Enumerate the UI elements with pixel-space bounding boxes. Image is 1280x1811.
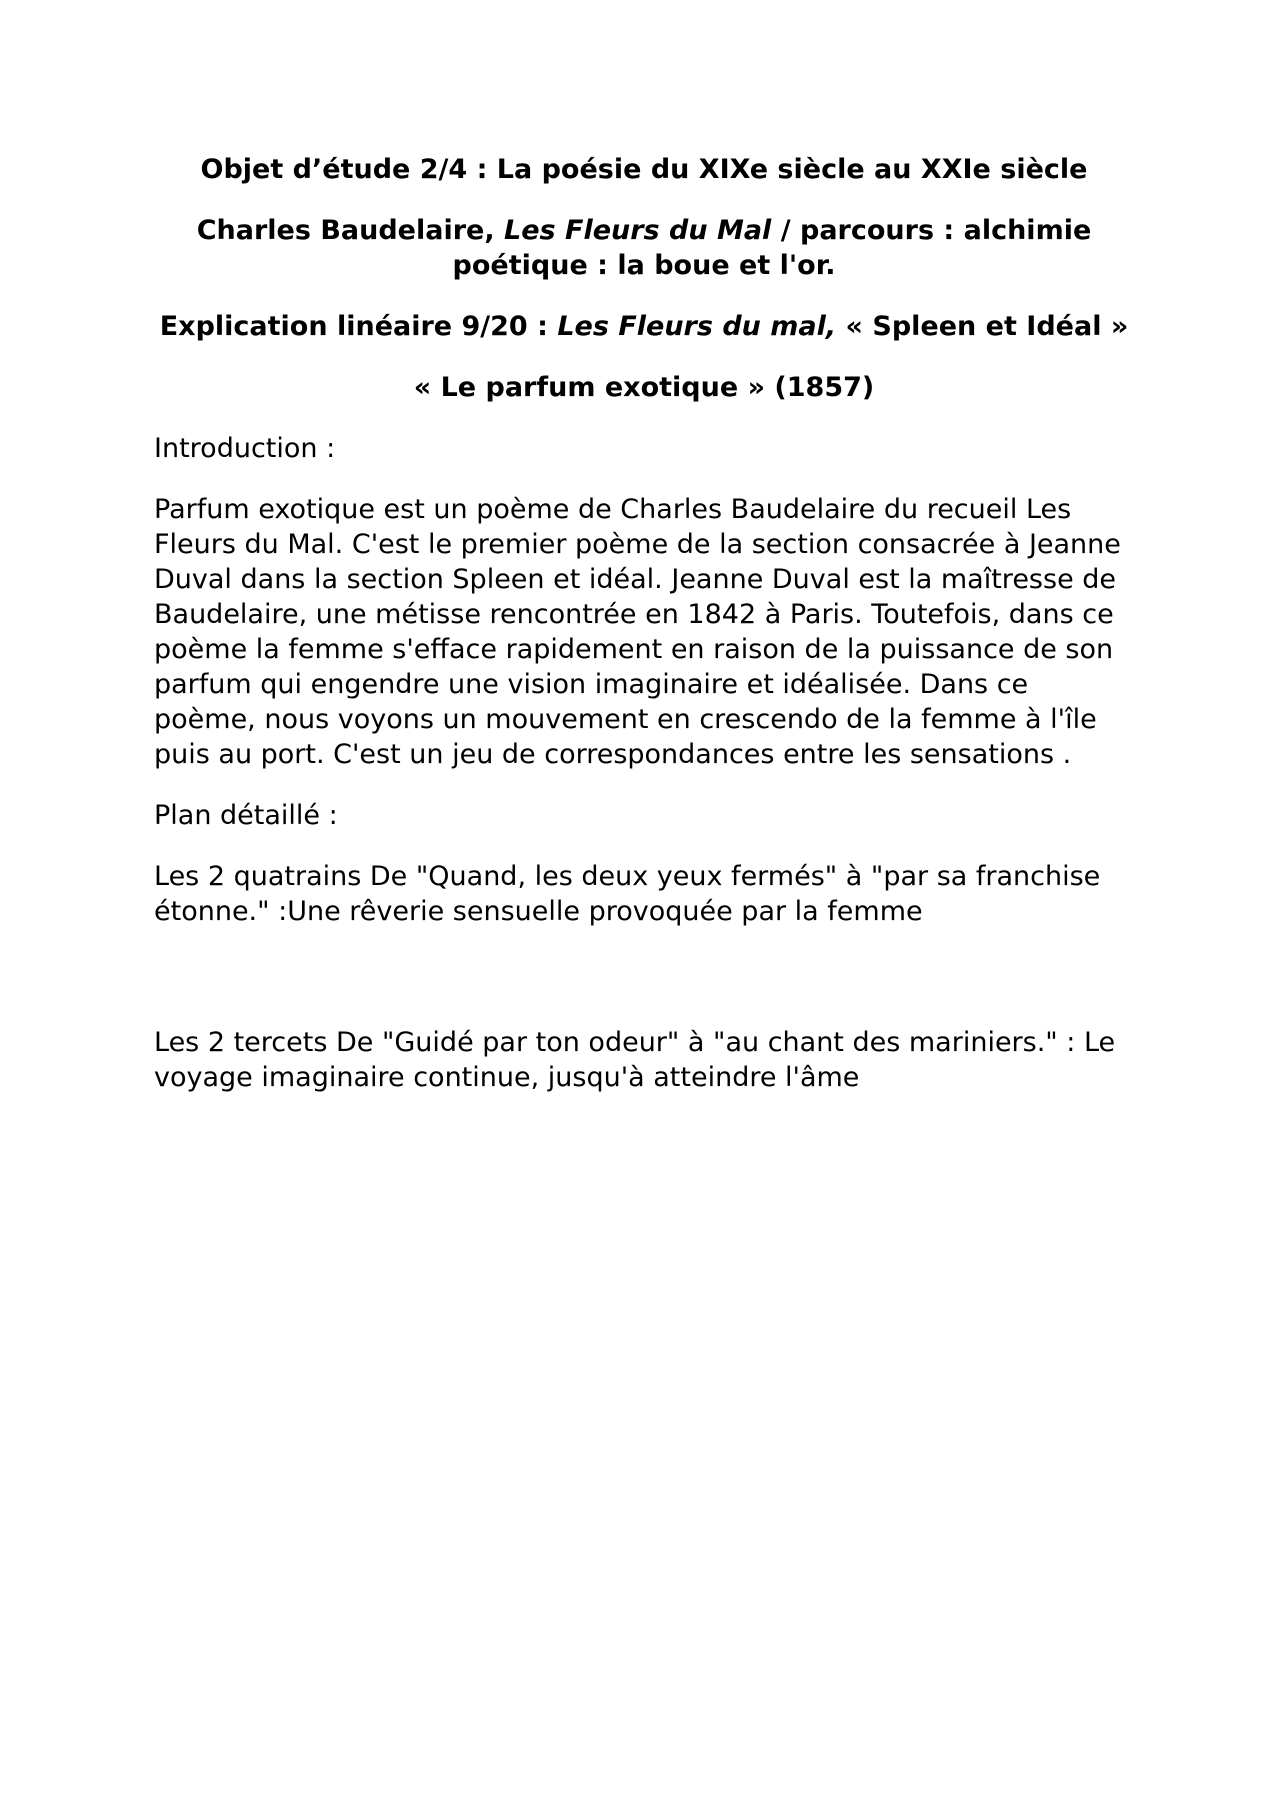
author-name: Charles Baudelaire, (196, 215, 505, 246)
introduction-label: Introduction : (154, 433, 336, 464)
explication-book-title: Les Fleurs du mal, (557, 311, 837, 342)
introduction-text: Parfum exotique est un poème de Charles Baudelaire du recueil Les Fleurs du Mal. C'est le premier poème de la section consacrée à Jeanne Duval dans la section Spleen et idéal. Jeanne Duval est la maîtresse de Baudelaire, une métisse rencontrée en 1842 à Paris. Toutefois, dans ce poème la femme s'efface rapidement en raison de la puissance de son parfum qui engendre une vision imaginaire et idéalisée. Dans ce poème, nous voyons un mouvement en crescendo de la femme à l'île puis au port. C'est un jeu de correspondances entre les sensations . (154, 494, 1121, 770)
objet-etude-heading: Objet d’étude 2/4 : La poésie du XIXe siècle au XXIe siècle (200, 154, 1088, 185)
author-heading (154, 213, 1134, 283)
parcours-text: / parcours : alchimie poétique : la boue et l'or. (452, 215, 1092, 281)
explication-section: « Spleen et Idéal » (836, 311, 1129, 342)
plan-label: Plan détaillé : (154, 800, 338, 831)
blank-spacer (154, 955, 1134, 1025)
book-title: Les Fleurs du Mal (504, 215, 772, 246)
plan-part-1: Les 2 quatrains De "Quand, les deux yeux fermés" à "par sa franchise étonne." :Une rêverie sensuelle provoquée par la femme (154, 861, 1101, 927)
explication-label: Explication linéaire 9/20 : (159, 311, 558, 342)
explication-heading (154, 309, 1134, 344)
plan-part-2: Les 2 tercets De "Guidé par ton odeur" à "au chant des mariniers." : Le voyage imaginaire continue, jusqu'à atteindre l'âme (154, 1027, 1116, 1093)
document-page (154, 152, 1134, 1121)
poem-title: « Le parfum exotique » (1857) (413, 372, 875, 403)
